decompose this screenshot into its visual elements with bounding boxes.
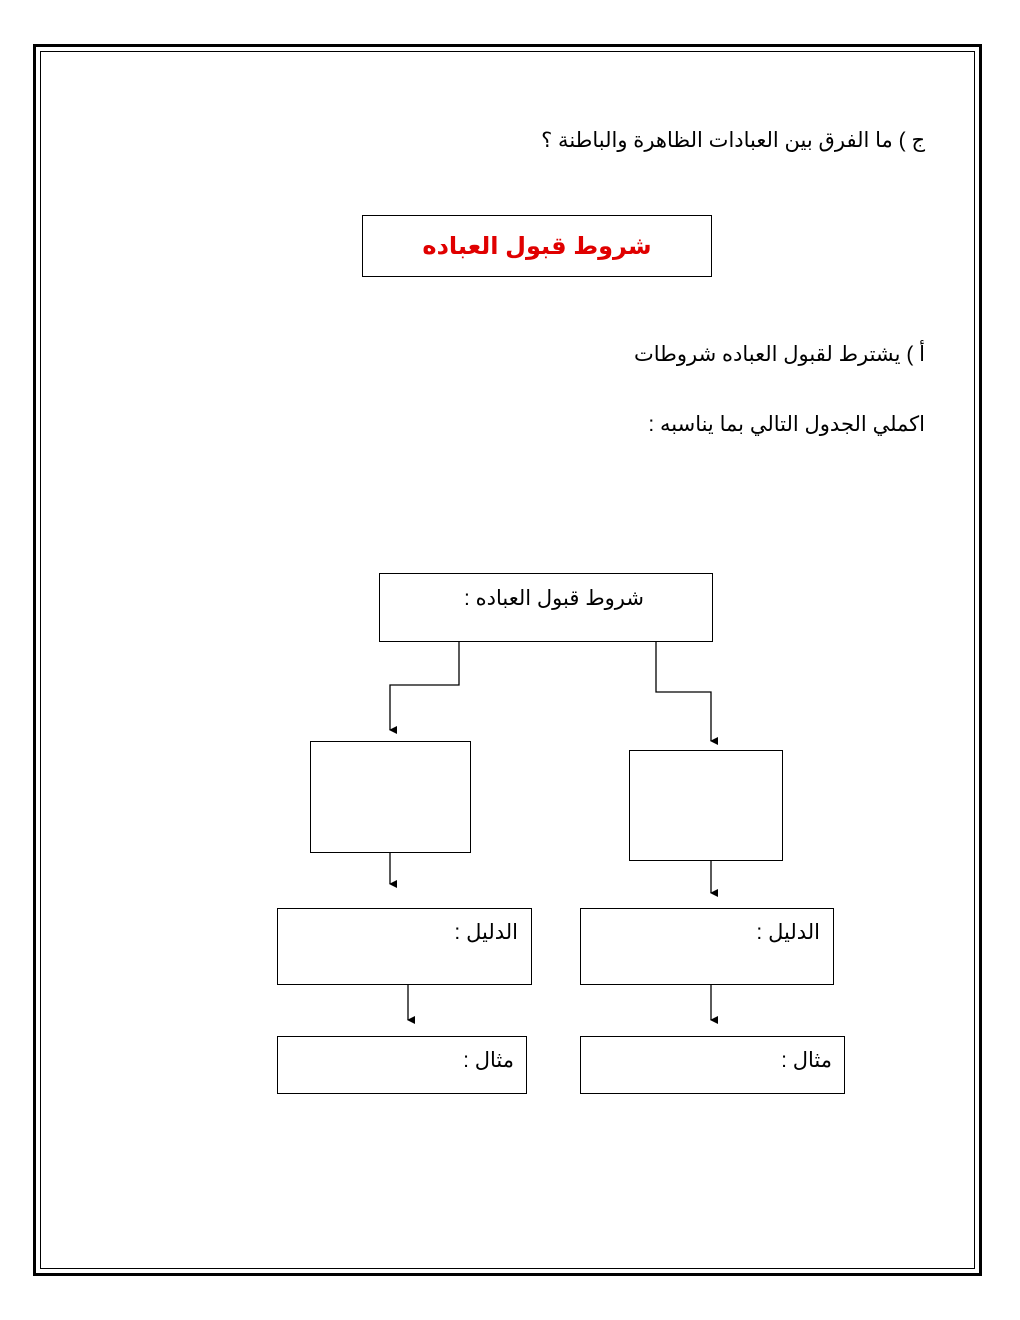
left-evidence-box[interactable]	[277, 908, 532, 985]
right-condition-box[interactable]	[629, 750, 783, 861]
connector-root-left	[390, 641, 459, 730]
right-evidence-label: الدليل :	[756, 921, 820, 944]
instruction: اكملي الجدول التالي بما يناسبه :	[648, 413, 925, 436]
section-title: شروط قبول العباده	[422, 232, 652, 260]
right-example-label: مثال :	[781, 1049, 832, 1072]
left-evidence-label: الدليل :	[454, 921, 518, 944]
left-condition-box[interactable]	[310, 741, 471, 853]
right-example-box[interactable]	[580, 1036, 845, 1094]
root-box	[379, 573, 713, 642]
question-a: أ ) يشترط لقبول العباده شروطات	[633, 343, 925, 366]
left-example-box[interactable]	[277, 1036, 527, 1094]
connector-root-right	[656, 641, 711, 741]
left-example-label: مثال :	[463, 1049, 514, 1072]
root-label: شروط قبول العباده :	[463, 587, 644, 610]
right-evidence-box[interactable]	[580, 908, 834, 985]
question-c: ج ) ما الفرق بين العبادات الظاهرة والباطنة ؟	[541, 129, 925, 152]
